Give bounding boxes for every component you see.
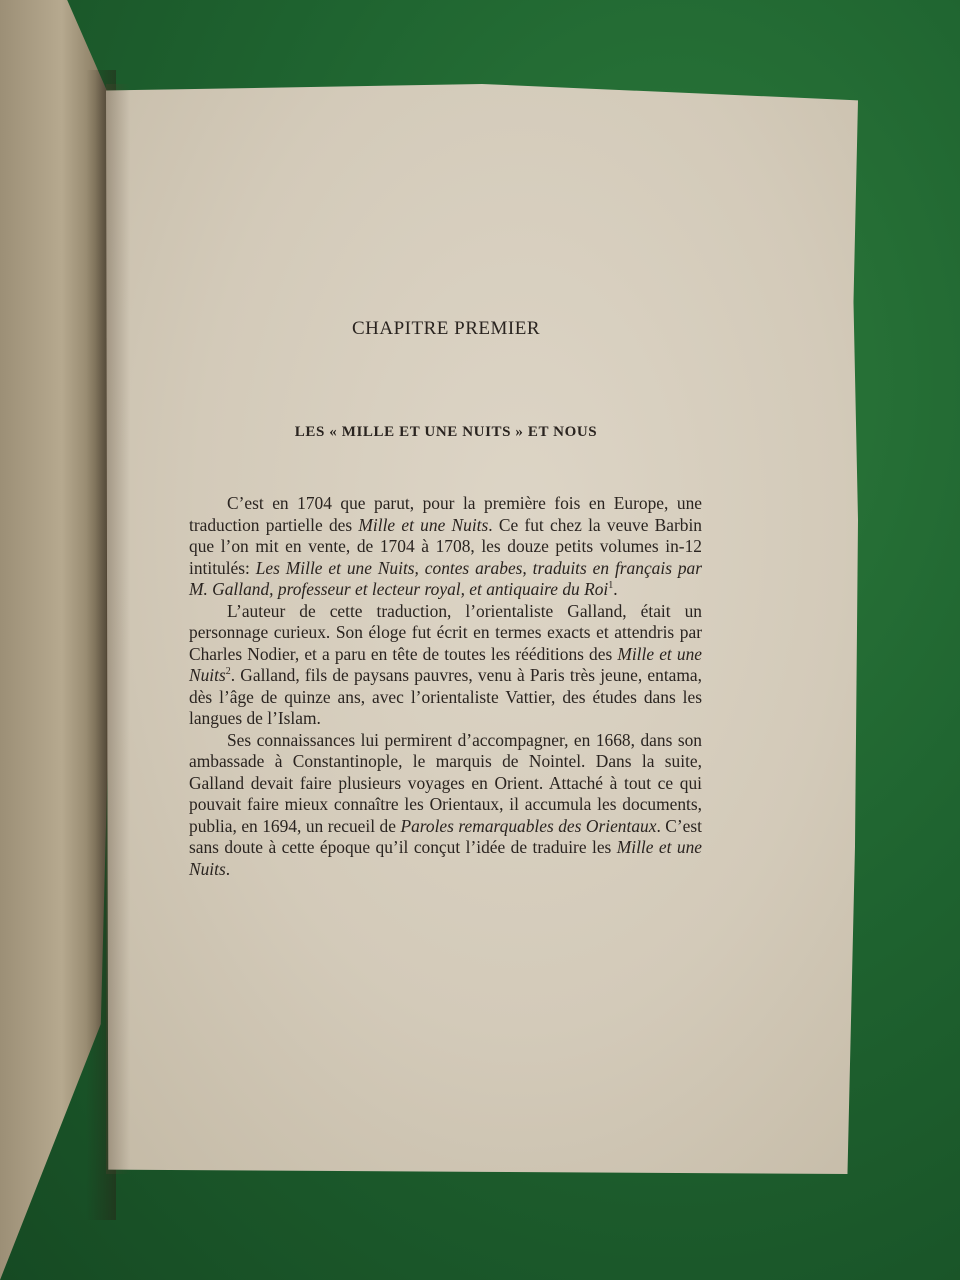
chapter-heading: CHAPITRE PREMIER	[352, 318, 540, 339]
italic-title: Les Mille et une Nuits, contes arabes, traduits en français par M. Galland, professeur et lecteur royal, et antiquaire du Roi	[189, 557, 702, 599]
paragraph	[189, 730, 702, 881]
footnote-marker: 2	[225, 666, 231, 678]
page-gutter-shade	[106, 84, 130, 1174]
text-run: Ses connaissances lui permirent d’accompagner, en 1668, dans son ambassade à Constantinople, le marquis de Nointel. Dans la suite, Galland devait faire plusieurs voyages en Orient. Attaché à tout ce qui pouvait faire mieux connaître les Orientaux, il accumula les documents, publia, en 1694, un recueil de	[189, 729, 702, 836]
text-run: .	[225, 858, 231, 879]
section-title: LES « MILLE ET UNE NUITS » ET NOUS	[294, 424, 598, 440]
text-run: L’auteur de cette traduction, l’orientaliste Galland, était un personnage curieux. Son éloge fut écrit en termes exacts et attendris par Charles Nodier, et a paru en tête de toutes les rééditions des	[189, 600, 702, 664]
italic-title: Mille et une Nuits	[189, 643, 702, 685]
text-run: .	[613, 579, 618, 599]
body-text	[189, 493, 702, 880]
text-run: . Galland, fils de paysans pauvres, venu à Paris très jeune, entama, dès l’âge de quinze ans, avec l’orientaliste Vattier, des études dans les langues de l’Islam.	[189, 665, 702, 728]
text-run: . C’est sans doute à cette époque qu’il conçut l’idée de traduire les	[189, 815, 702, 857]
footnote-marker: 1	[608, 580, 614, 592]
paragraph	[189, 493, 702, 601]
text-run: . Ce fut chez la veuve Barbin que l’on mit en vente, de 1704 à 1708, les douze petits volumes in-12 intitulés:	[189, 514, 703, 578]
italic-title: Paroles remarquables des Orientaux	[400, 815, 657, 836]
paragraph	[189, 601, 702, 730]
italic-title: Mille et une Nuits	[189, 837, 703, 879]
text-run: C’est en 1704 que parut, pour la première fois en Europe, une traduction partielle des	[189, 493, 702, 535]
italic-title: Mille et une Nuits	[358, 514, 489, 535]
